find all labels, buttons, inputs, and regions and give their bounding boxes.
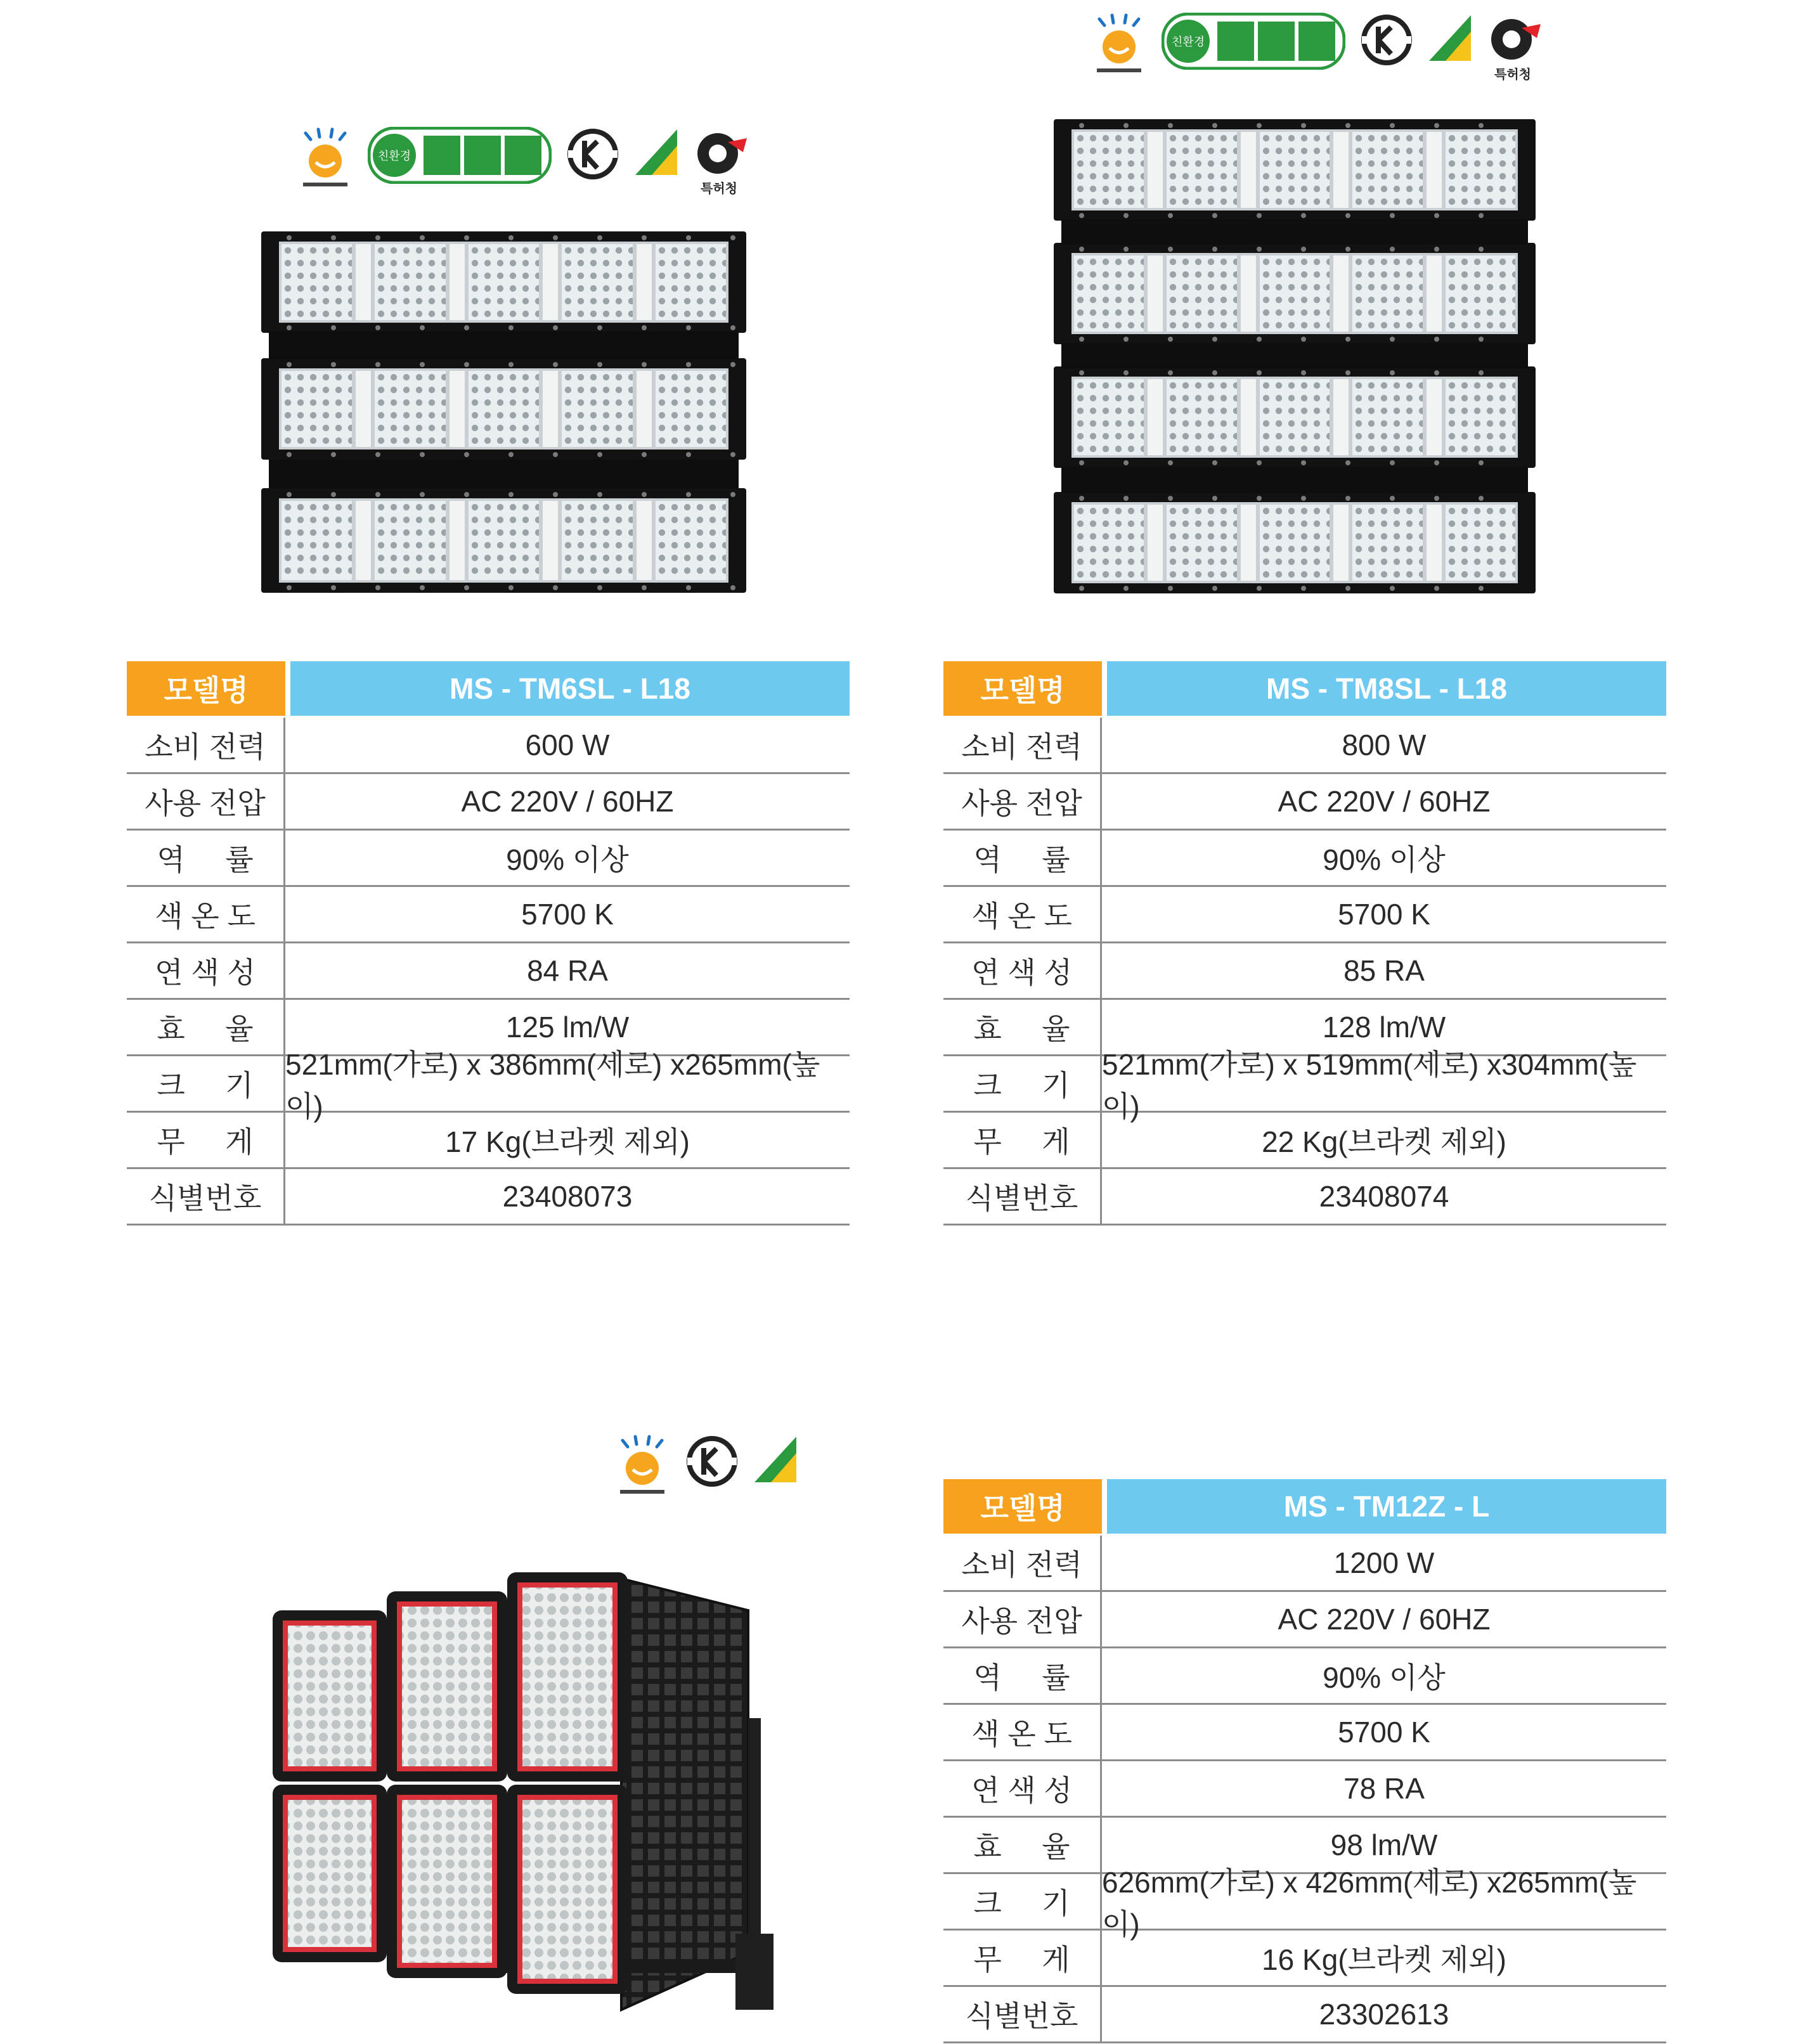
frame-bolt-icon <box>1168 337 1173 342</box>
frame-bolt-icon <box>1257 213 1262 218</box>
frame-bolt-icon <box>287 362 292 367</box>
frame-bolt-icon <box>1390 496 1395 501</box>
spec-row: 연 색 성 78 RA <box>943 1761 1666 1818</box>
frame-bolt-icon <box>287 235 292 240</box>
frame-bolt-icon <box>287 492 292 497</box>
spec-row: 식별번호 23408073 <box>127 1169 850 1226</box>
high-efficiency-energy-logo <box>297 127 354 190</box>
spec-table-tm12z <box>943 1479 1666 2043</box>
frame-bolt-icon <box>1123 586 1129 591</box>
frame-bolt-icon <box>730 235 735 240</box>
frame-bolt-icon <box>1257 586 1262 591</box>
spec-row: 식별번호 23408074 <box>943 1169 1666 1226</box>
frame-bolt-icon <box>1434 586 1439 591</box>
spec-row: 사용 전압 AC 220V / 60HZ <box>943 1592 1666 1648</box>
frame-bolt-icon <box>1123 460 1129 465</box>
frame-bolt-icon <box>1168 247 1173 252</box>
frame-bolt-icon <box>508 452 514 457</box>
frame-bolt-icon <box>464 325 469 330</box>
spec-row: 색 온 도 5700 K <box>943 1705 1666 1761</box>
frame-bolt-icon <box>1123 123 1129 128</box>
frame-bolt-icon <box>1479 496 1484 501</box>
frame-bolt-icon <box>1479 460 1484 465</box>
model-label: 모델명 <box>943 661 1102 716</box>
frame-bolt-icon <box>1434 460 1439 465</box>
spec-row: 효 율 98 lm/W <box>943 1818 1666 1874</box>
frame-bolt-icon <box>730 452 735 457</box>
stadium-floodlight-6-module-photo <box>266 1566 799 2035</box>
frame-bolt-icon <box>553 362 558 367</box>
kc-mark-logo <box>1359 13 1414 67</box>
frame-bolt-icon <box>597 362 602 367</box>
frame-bolt-icon <box>1212 460 1217 465</box>
frame-bolt-icon <box>1434 337 1439 342</box>
led-floodlight-3-module-photo <box>261 231 746 593</box>
frame-bolt-icon <box>686 362 691 367</box>
spec-row: 사용 전압 AC 220V / 60HZ <box>127 774 850 831</box>
frame-bolt-icon <box>1212 213 1217 218</box>
certification-logos <box>297 127 749 197</box>
frame-bolt-icon <box>420 362 425 367</box>
frame-bolt-icon <box>1434 213 1439 218</box>
frame-bolt-icon <box>597 325 602 330</box>
patent-office-logo <box>1486 13 1543 82</box>
frame-bolt-icon <box>1257 337 1262 342</box>
frame-bolt-icon <box>1390 460 1395 465</box>
frame-bolt-icon <box>1168 496 1173 501</box>
frame-bolt-icon <box>686 452 691 457</box>
frame-bolt-icon <box>553 585 558 590</box>
frame-bolt-icon <box>331 362 336 367</box>
frame-bolt-icon <box>1390 586 1395 591</box>
spec-row: 소비 전력 1200 W <box>943 1536 1666 1592</box>
spec-row: 효 율 125 lm/W <box>127 1000 850 1056</box>
frame-bolt-icon <box>1479 213 1484 218</box>
energy-triangle-logo <box>634 127 678 178</box>
frame-bolt-icon <box>553 452 558 457</box>
frame-bolt-icon <box>1257 247 1262 252</box>
frame-bolt-icon <box>686 585 691 590</box>
svg-text:친환경: 친환경 <box>377 150 411 163</box>
frame-bolt-icon <box>686 325 691 330</box>
model-label: 모델명 <box>943 1479 1102 1534</box>
spec-row: 소비 전력 600 W <box>127 718 850 774</box>
frame-bolt-icon <box>375 235 380 240</box>
frame-bolt-icon <box>1345 460 1350 465</box>
frame-bolt-icon <box>1345 337 1350 342</box>
frame-bolt-icon <box>597 492 602 497</box>
frame-bolt-icon <box>1390 123 1395 128</box>
spec-row: 효 율 128 lm/W <box>943 1000 1666 1056</box>
spec-row: 사용 전압 AC 220V / 60HZ <box>943 774 1666 831</box>
spec-header-row <box>943 1479 1666 1534</box>
frame-bolt-icon <box>1257 496 1262 501</box>
frame-bolt-icon <box>553 235 558 240</box>
frame-bolt-icon <box>1079 337 1084 342</box>
frame-bolt-icon <box>464 362 469 367</box>
frame-bolt-icon <box>1301 123 1306 128</box>
frame-bolt-icon <box>1168 460 1173 465</box>
frame-bolt-icon <box>1434 496 1439 501</box>
spec-row: 무 게 22 Kg(브라켓 제외) <box>943 1113 1666 1169</box>
frame-bolt-icon <box>1212 586 1217 591</box>
frame-bolt-icon <box>1257 460 1262 465</box>
frame-bolt-icon <box>1301 370 1306 375</box>
led-floodlight-4-module-photo <box>1054 119 1536 593</box>
frame-bolt-icon <box>1390 337 1395 342</box>
frame-bolt-icon <box>642 235 647 240</box>
spec-row: 무 게 17 Kg(브라켓 제외) <box>127 1113 850 1169</box>
spec-row: 무 게 16 Kg(브라켓 제외) <box>943 1931 1666 1987</box>
frame-bolt-icon <box>464 235 469 240</box>
frame-bolt-icon <box>1212 496 1217 501</box>
frame-bolt-icon <box>508 492 514 497</box>
certification-logos <box>614 1434 798 1497</box>
svg-text:친환경: 친환경 <box>1171 36 1205 49</box>
high-efficiency-energy-logo <box>1091 13 1148 76</box>
frame-bolt-icon <box>375 585 380 590</box>
frame-bolt-icon <box>287 452 292 457</box>
high-efficiency-energy-logo <box>614 1434 671 1497</box>
frame-bolt-icon <box>642 492 647 497</box>
frame-bolt-icon <box>1479 247 1484 252</box>
frame-bolt-icon <box>331 235 336 240</box>
frame-bolt-icon <box>420 452 425 457</box>
frame-bolt-icon <box>597 585 602 590</box>
frame-bolt-icon <box>553 492 558 497</box>
frame-bolt-icon <box>1212 370 1217 375</box>
spec-row: 크 기 521mm(가로) x 519mm(세로) x304mm(높이) <box>943 1056 1666 1113</box>
frame-bolt-icon <box>1168 586 1173 591</box>
spec-row: 식별번호 23302613 <box>943 1987 1666 2043</box>
frame-bolt-icon <box>1390 370 1395 375</box>
frame-bolt-icon <box>730 492 735 497</box>
frame-bolt-icon <box>508 585 514 590</box>
frame-bolt-icon <box>730 325 735 330</box>
spec-header-row <box>127 661 850 716</box>
frame-bolt-icon <box>1123 496 1129 501</box>
frame-bolt-icon <box>331 492 336 497</box>
frame-bolt-icon <box>1301 247 1306 252</box>
frame-bolt-icon <box>1345 370 1350 375</box>
frame-bolt-icon <box>287 325 292 330</box>
frame-bolt-icon <box>1079 123 1084 128</box>
frame-bolt-icon <box>420 492 425 497</box>
frame-bolt-icon <box>1123 213 1129 218</box>
frame-bolt-icon <box>1123 247 1129 252</box>
frame-bolt-icon <box>1079 586 1084 591</box>
frame-bolt-icon <box>375 492 380 497</box>
frame-bolt-icon <box>375 452 380 457</box>
frame-bolt-icon <box>1345 496 1350 501</box>
model-name: MS - TM6SL - L18 <box>290 661 850 716</box>
frame-bolt-icon <box>464 452 469 457</box>
frame-bolt-icon <box>508 235 514 240</box>
frame-bolt-icon <box>1079 460 1084 465</box>
frame-bolt-icon <box>1479 337 1484 342</box>
frame-bolt-icon <box>1390 247 1395 252</box>
frame-bolt-icon <box>420 325 425 330</box>
eco-certification-logo <box>1162 13 1345 70</box>
spec-row: 연 색 성 85 RA <box>943 943 1666 1000</box>
frame-bolt-icon <box>420 235 425 240</box>
frame-bolt-icon <box>1301 586 1306 591</box>
frame-bolt-icon <box>1479 586 1484 591</box>
frame-bolt-icon <box>1301 460 1306 465</box>
frame-bolt-icon <box>730 585 735 590</box>
spec-row: 색 온 도 5700 K <box>127 887 850 943</box>
frame-bolt-icon <box>1079 213 1084 218</box>
frame-bolt-icon <box>508 362 514 367</box>
svg-text:특허청: 특허청 <box>701 181 737 196</box>
frame-bolt-icon <box>375 325 380 330</box>
eco-certification-logo <box>368 127 552 184</box>
frame-bolt-icon <box>1257 370 1262 375</box>
frame-bolt-icon <box>686 492 691 497</box>
spec-row: 연 색 성 84 RA <box>127 943 850 1000</box>
frame-bolt-icon <box>553 325 558 330</box>
frame-bolt-icon <box>1479 370 1484 375</box>
energy-triangle-logo <box>753 1434 798 1485</box>
model-label: 모델명 <box>127 661 285 716</box>
spec-header-row <box>943 661 1666 716</box>
frame-bolt-icon <box>642 325 647 330</box>
kc-mark-logo <box>566 127 620 181</box>
frame-bolt-icon <box>1257 123 1262 128</box>
patent-office-logo <box>692 127 749 197</box>
frame-bolt-icon <box>375 362 380 367</box>
frame-bolt-icon <box>597 452 602 457</box>
frame-bolt-icon <box>1434 247 1439 252</box>
frame-bolt-icon <box>464 585 469 590</box>
certification-logos <box>1091 13 1543 82</box>
frame-bolt-icon <box>1301 337 1306 342</box>
frame-bolt-icon <box>1168 213 1173 218</box>
spec-row: 소비 전력 800 W <box>943 718 1666 774</box>
frame-bolt-icon <box>331 452 336 457</box>
frame-bolt-icon <box>1123 370 1129 375</box>
frame-bolt-icon <box>1301 496 1306 501</box>
frame-bolt-icon <box>420 585 425 590</box>
frame-bolt-icon <box>464 492 469 497</box>
kc-mark-logo <box>685 1434 739 1489</box>
frame-bolt-icon <box>331 325 336 330</box>
frame-bolt-icon <box>1168 123 1173 128</box>
frame-bolt-icon <box>642 585 647 590</box>
frame-bolt-icon <box>1123 337 1129 342</box>
energy-triangle-logo <box>1428 13 1472 63</box>
frame-bolt-icon <box>642 452 647 457</box>
frame-bolt-icon <box>1345 247 1350 252</box>
spec-row: 역 률 90% 이상 <box>127 831 850 887</box>
frame-bolt-icon <box>730 362 735 367</box>
frame-bolt-icon <box>1079 370 1084 375</box>
frame-bolt-icon <box>1345 213 1350 218</box>
spec-row: 색 온 도 5700 K <box>943 887 1666 943</box>
spec-row: 역 률 90% 이상 <box>943 1648 1666 1705</box>
spec-table-tm8sl <box>943 661 1666 1226</box>
frame-bolt-icon <box>642 362 647 367</box>
frame-bolt-icon <box>1212 337 1217 342</box>
frame-bolt-icon <box>1390 213 1395 218</box>
frame-bolt-icon <box>1168 370 1173 375</box>
spec-row: 크 기 521mm(가로) x 386mm(세로) x265mm(높이) <box>127 1056 850 1113</box>
frame-bolt-icon <box>1079 247 1084 252</box>
model-name: MS - TM12Z - L <box>1107 1479 1666 1534</box>
spec-row: 크 기 626mm(가로) x 426mm(세로) x265mm(높이) <box>943 1874 1666 1931</box>
frame-bolt-icon <box>1212 123 1217 128</box>
frame-bolt-icon <box>1079 496 1084 501</box>
frame-bolt-icon <box>1434 123 1439 128</box>
frame-bolt-icon <box>287 585 292 590</box>
spec-table-tm6sl <box>127 661 850 1226</box>
frame-bolt-icon <box>1301 213 1306 218</box>
frame-bolt-icon <box>1479 123 1484 128</box>
spec-row: 역 률 90% 이상 <box>943 831 1666 887</box>
svg-text:특허청: 특허청 <box>1494 67 1531 82</box>
model-name: MS - TM8SL - L18 <box>1107 661 1666 716</box>
frame-bolt-icon <box>597 235 602 240</box>
frame-bolt-icon <box>1345 586 1350 591</box>
frame-bolt-icon <box>1434 370 1439 375</box>
frame-bolt-icon <box>1212 247 1217 252</box>
frame-bolt-icon <box>686 235 691 240</box>
frame-bolt-icon <box>1345 123 1350 128</box>
frame-bolt-icon <box>508 325 514 330</box>
frame-bolt-icon <box>331 585 336 590</box>
